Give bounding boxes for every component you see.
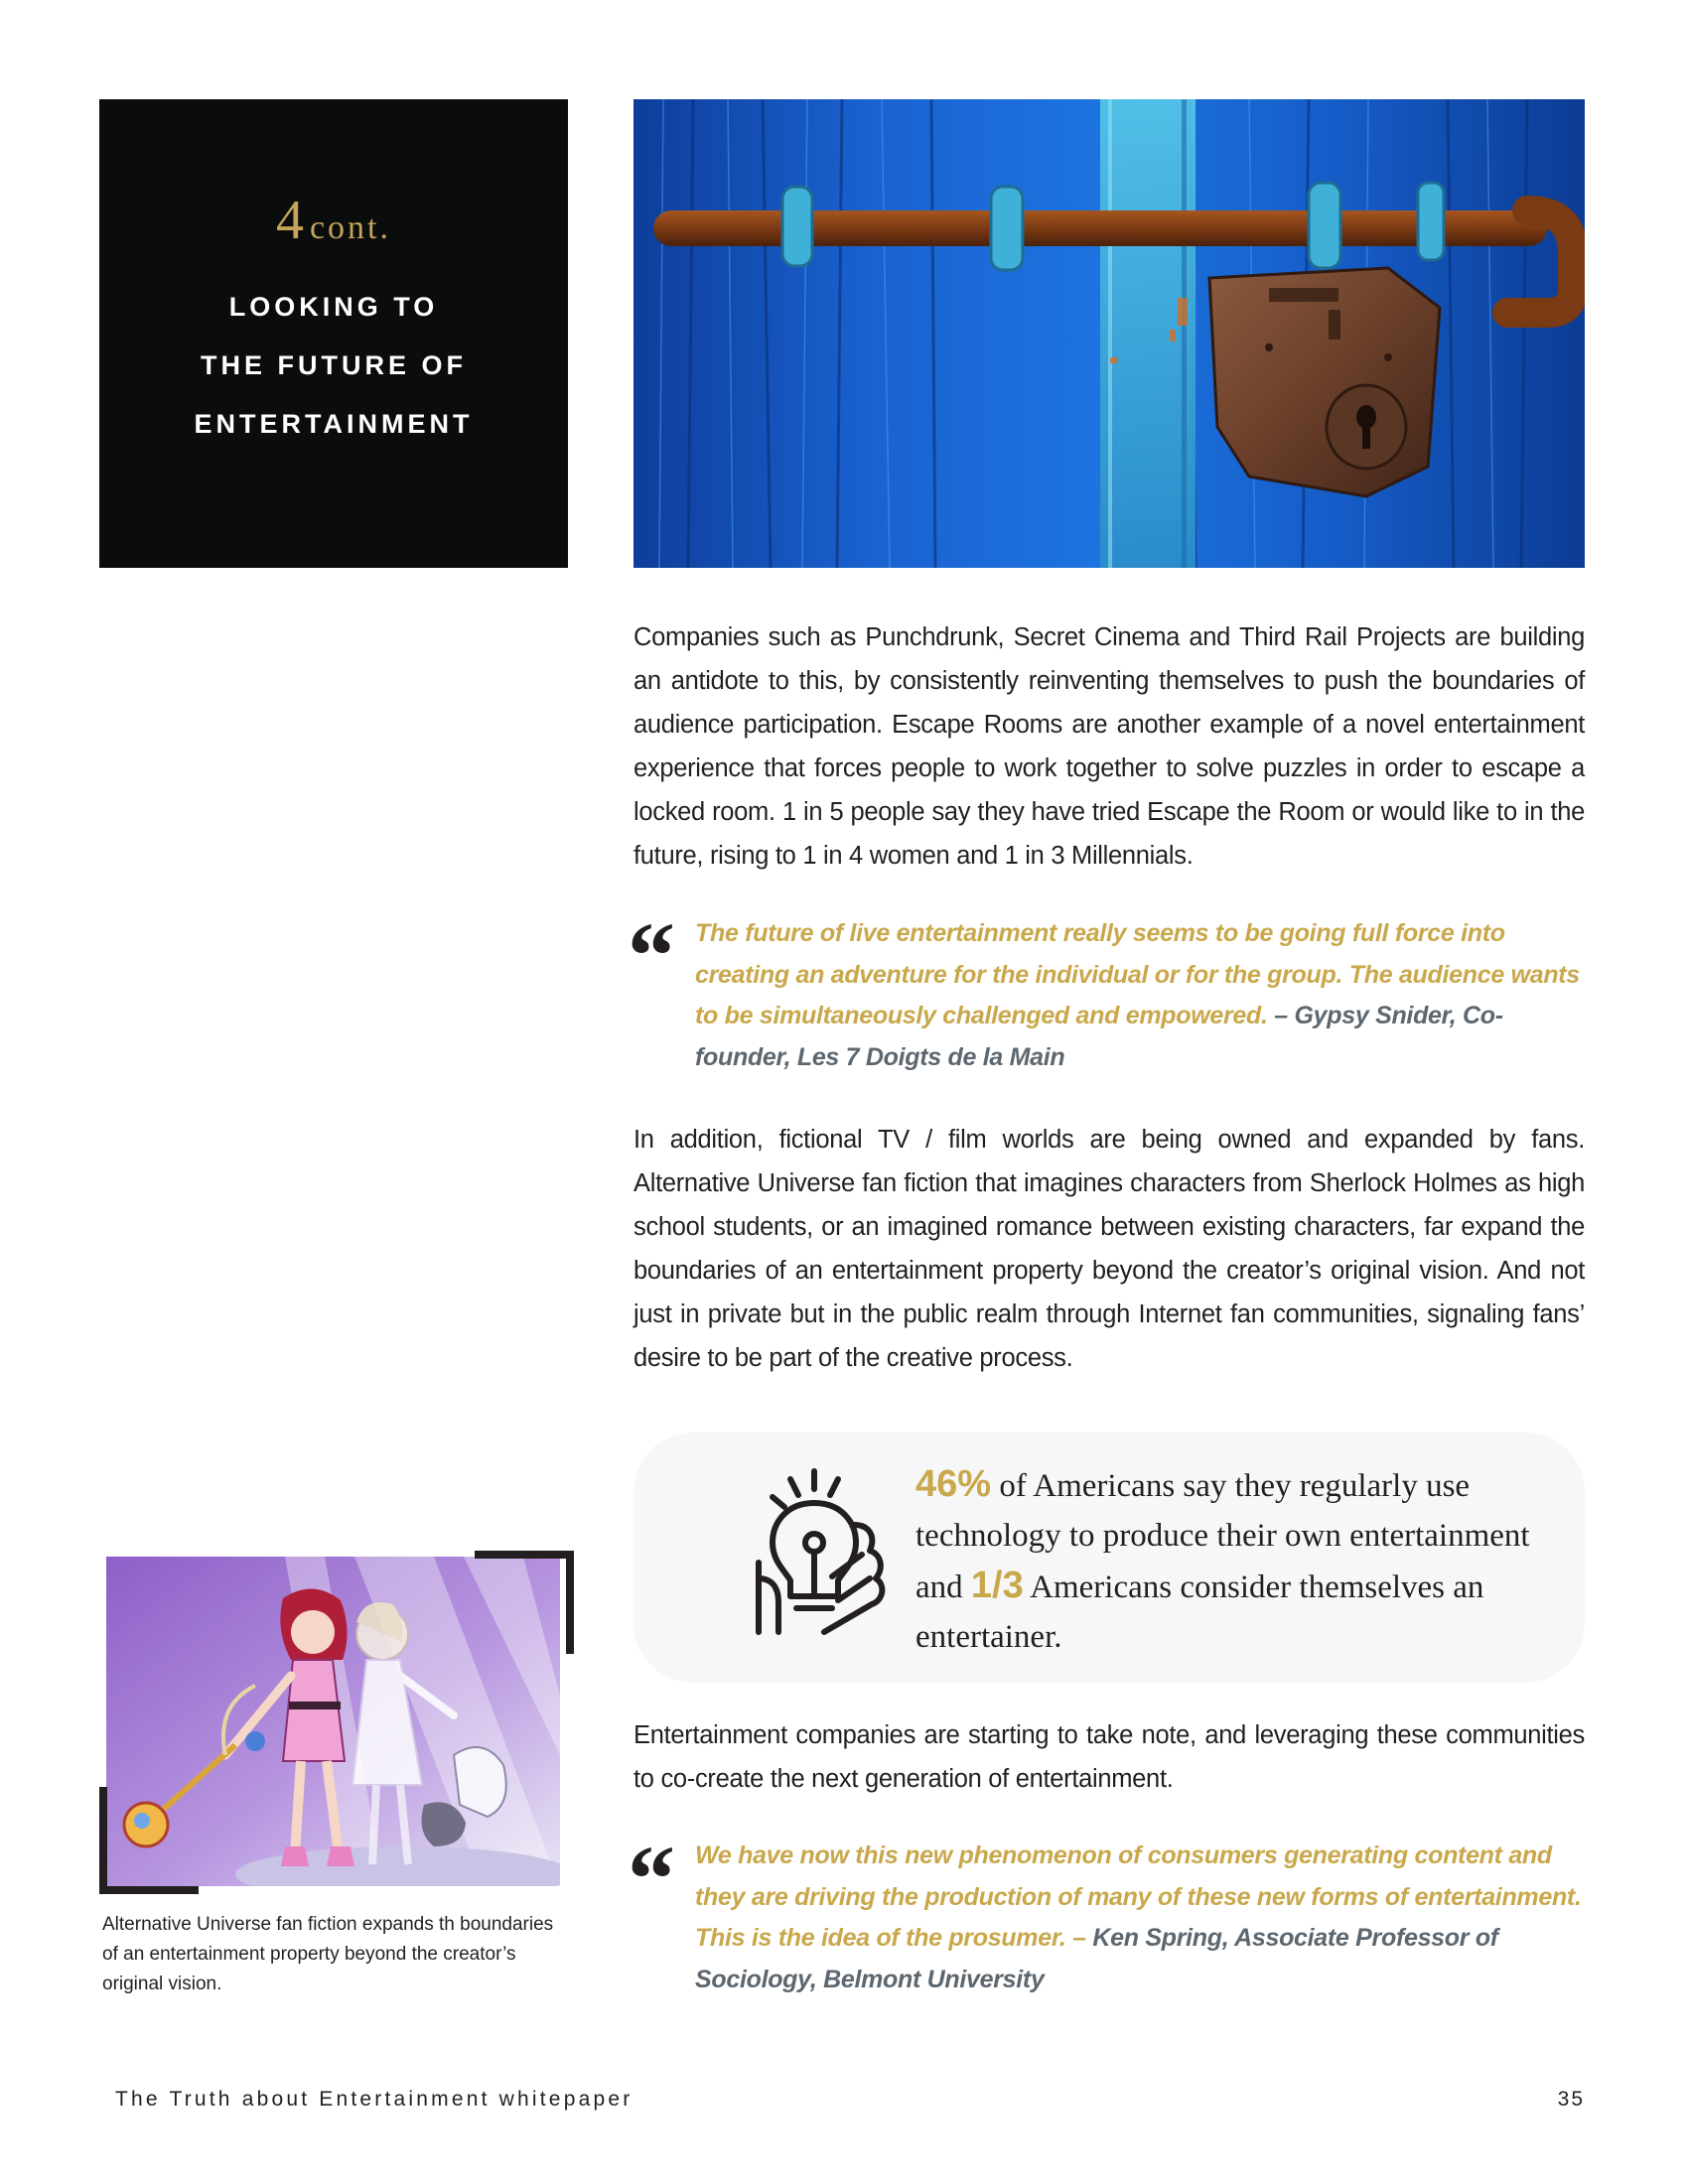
pull-quote bbox=[695, 1836, 1589, 2000]
section-number-suffix: cont. bbox=[309, 209, 392, 246]
quote-attribution: – Gypsy Snider, Co-founder, Les 7 Doigts de la Main bbox=[695, 1002, 1503, 1071]
page-number: 35 bbox=[1557, 2088, 1585, 2111]
footer-title: The Truth about Entertainment whitepaper bbox=[115, 2088, 633, 2111]
body-paragraph: In addition, fictional TV / film worlds are being owned and expanded by fans. Alternative Universe fan fiction that imagines characters from Sherlock Holmes as high school students, or an imagined romance between existing characters, far expand the boundaries of an entertainment property beyond the creator’s original vision. And not just in private but in the public realm through Internet fan communities, signaling fans’ desire to be part of the creative process. bbox=[633, 1126, 1585, 1372]
frame-corner-bottom-left bbox=[99, 1787, 199, 1894]
stat-copy: Americans consider themselves an entertainer. bbox=[915, 1570, 1484, 1655]
quote-attribution: Ken Spring, Associate Professor of Sociology, Belmont University bbox=[695, 1924, 1498, 1993]
frame-corner-top-right bbox=[475, 1551, 574, 1654]
section-header-box bbox=[99, 99, 568, 568]
section-title-line: THE FUTURE OF bbox=[201, 350, 467, 380]
quote-text: We have now this new phenomenon of consumers generating content and they are driving the production of many of these new forms of entertainment. This is the idea of the prosumer. – bbox=[695, 1842, 1582, 1952]
quote-mark-icon: “ bbox=[628, 902, 675, 1009]
section-title-line: ENTERTAINMENT bbox=[194, 409, 474, 439]
stat-highlight: 46% bbox=[915, 1463, 992, 1505]
quote-text: The future of live entertainment really seems to be going full force into creating an adventure for the individual or for the group. The audience wants to be simultaneously challenged and empowered. bbox=[695, 919, 1580, 1029]
hero-photo bbox=[633, 99, 1585, 568]
quote-mark-icon: “ bbox=[628, 1826, 675, 1932]
section-number bbox=[99, 189, 568, 252]
section-number-value: 4 bbox=[275, 190, 304, 251]
pull-quote bbox=[695, 913, 1589, 1078]
rusty-padlock-on-blue-door-photo bbox=[633, 99, 1585, 568]
image-caption: Alternative Universe fan fiction expands th boundaries of an entertainment property beyond the creator’s original vision. bbox=[102, 1914, 554, 1994]
section-title-line: LOOKING TO bbox=[228, 292, 439, 322]
stat-highlight: 1/3 bbox=[970, 1565, 1024, 1606]
body-paragraph: Companies such as Punchdrunk, Secret Cinema and Third Rail Projects are building an antidote to this, by consistently reinventing themselves to push the boundaries of audience participation. Escape Rooms are another example of a novel entertainment experience that forces people to work together to solve puzzles in order to escape a locked room. 1 in 5 people say they have tried Escape the Room or would like to in the future, rising to 1 in 4 women and 1 in 3 Millennials. bbox=[633, 623, 1585, 870]
stat-copy: of Americans say they regularly use technology to produce their own entertainment and bbox=[915, 1468, 1530, 1605]
stat-text bbox=[915, 1459, 1531, 1662]
body-paragraph: Entertainment companies are starting to take note, and leveraging these communities to co-create the next generation of entertainment. bbox=[633, 1721, 1585, 1793]
section-title bbox=[99, 278, 568, 454]
lightbulb-hand-icon bbox=[753, 1467, 892, 1636]
